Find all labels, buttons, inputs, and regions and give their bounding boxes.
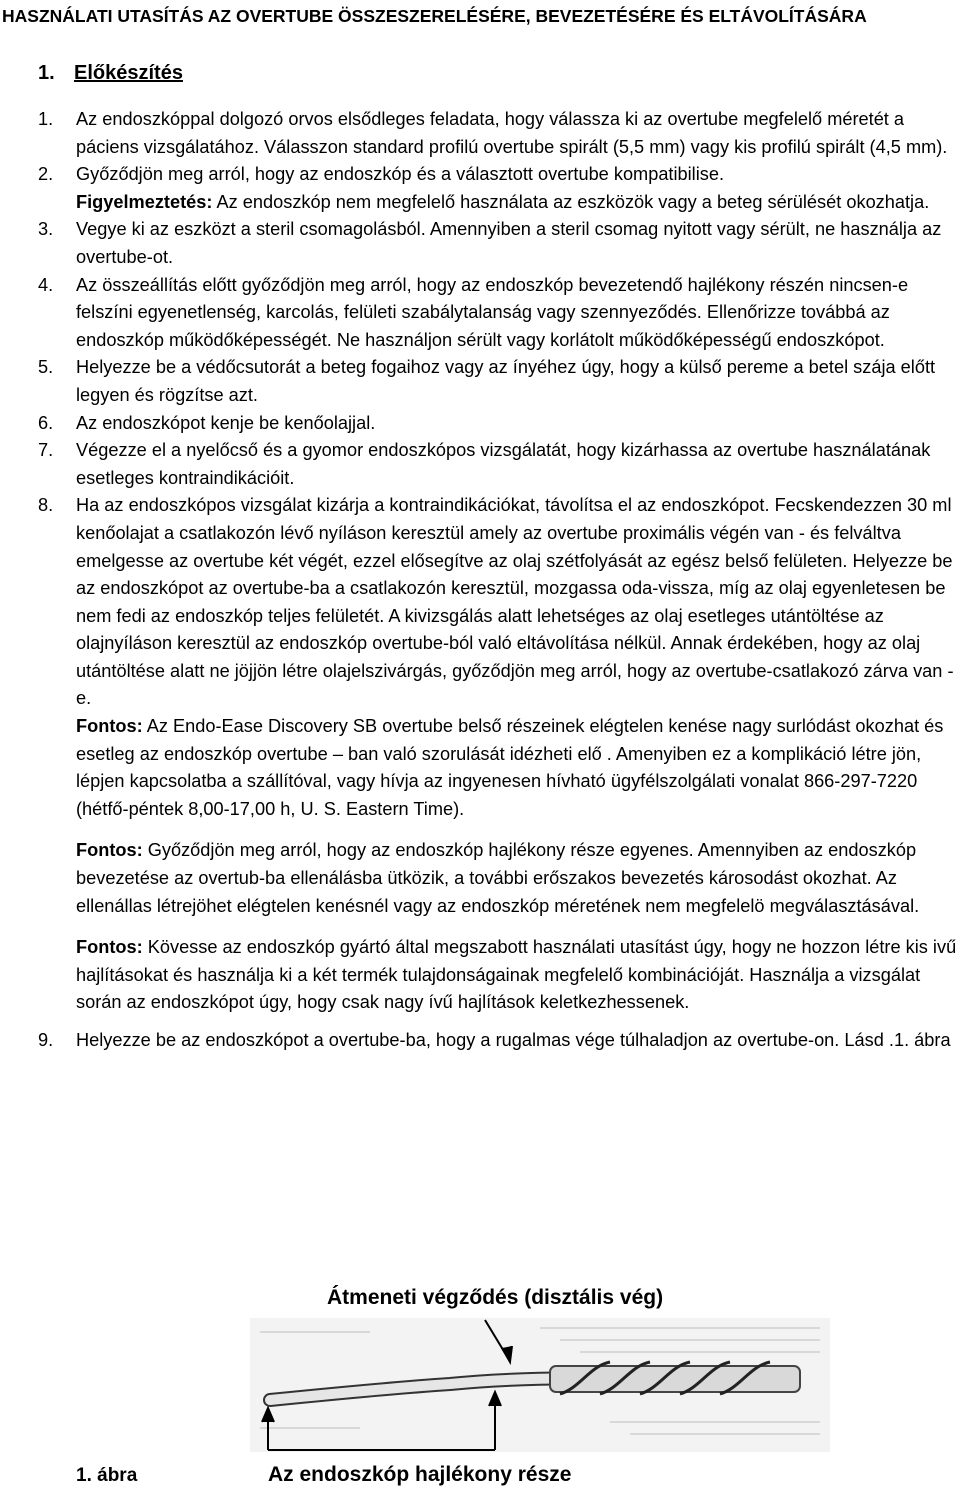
note-text: Az Endo-Ease Discovery SB overtube belső részeinek elégtelen kenése nagy surlódást okozhat és esetleg az endoszkóp overtube – ban való szorulását idézheti elő . Amenyiben ez a komplikáció létre jön, lépjen kapcsolatba a szállítóval, vagy hívja az ingyenesen hívható ügyfélszolgálati vonalat 866-297-7220 (hétfő-péntek 8,00-17,00 h, U. S. Eastern Time). (76, 716, 944, 819)
instruction-list (38, 106, 960, 1055)
endoscope-overtube-illustration (250, 1318, 830, 1452)
item-text: Az endoszkópot kenje be kenőolajjal. (76, 412, 376, 433)
list-item (38, 106, 960, 161)
note-label: Fontos: (76, 716, 143, 737)
item-number: 5. (38, 357, 54, 378)
note-paragraph (76, 713, 960, 823)
item-number: 4. (38, 274, 54, 295)
item-text: Vegye ki az eszközt a steril csomagolásból. Amennyiben a steril csomag nyitott vagy sérült, ne használja az overtube-ot. (76, 219, 942, 267)
note-paragraph (76, 837, 960, 920)
list-item (38, 1027, 960, 1055)
item-number: 9. (38, 1030, 54, 1050)
item-text: Ha az endoszkópos vizsgálat kizárja a kontraindikációkat, távolítsa el az endoszkópot. Fecskendezzen 30 ml kenőolajat a csatlakozón lévő nyíláson keresztül amely az overtube proximális végén van - és felváltva emelgesse az overtube két végét, ezzel elősegítve az olaj szétfolyását az egész belső felületen. Helyezze be az endoszkópot az overtube-ba a csatlakozón keresztül, mozgassa oda-vissza, míg az olaj egyenletesen be nem fedi az endoszkóp teljes felületét. A kivizsgálás alatt lehetséges az olaj esetleges utántöltése az olajnyíláson keresztül az endoszkóp overtube-ból való eltávolítása nélkül. Annak érdekében, hogy az olaj utántöltése alatt ne jöjjön létre olajelszivárgás, győződjön meg arról, hogy az overtube-csatlakozó zárva van -e. (76, 495, 954, 709)
warning-label: Figyelmeztetés: (76, 191, 213, 212)
section-title: Előkészítés (74, 62, 183, 84)
list-item (38, 216, 960, 271)
item-number: 2. (38, 164, 54, 185)
section-heading (38, 62, 183, 85)
document-title: HASZNÁLATI UTASÍTÁS AZ OVERTUBE ÖSSZESZERELÉSÉRE, BEVEZETÉSÉRE ÉS ELTÁVOLÍTÁSÁRA (2, 6, 867, 26)
list-item (38, 354, 960, 409)
warning-paragraph (76, 189, 960, 217)
note-label: Fontos: (76, 840, 143, 861)
note-text: Kövesse az endoszkóp gyártó által megszabott használati utasítást úgy, hogy ne hozzon létre kis ivű hajlításokat és használja ki a két termék tulajdonságainak megfelelő kombinációját. Használja a vizsgálat során az endoszkópot úgy, hogy csak nagy ívű hajlítások keletkezhessenek. (76, 937, 957, 1013)
item-text: Helyezze be a védőcsutorát a beteg fogaihoz vagy az ínyéhez úgy, hogy a külső pereme a betel szája előtt legyen és rögzítse azt. (76, 357, 936, 405)
note-text: Győződjön meg arról, hogy az endoszkóp hajlékony része egyenes. Amennyiben az endoszkóp bevezetése az overtub-ba ellenálásba ütközik, a további erőszakos bevezetés károsodást okozhat. Az ellenállas létrejöhet elégtelen kenésnél vagy az endoszkóp méretének nem megfelelö megválasztásával. (76, 840, 920, 916)
item-text: Végezze el a nyelőcső és a gyomor endoszkópos vizsgálatát, hogy kizárhassa az overtube használatának esetleges kontraindikációit. (76, 440, 931, 488)
note-paragraph (76, 934, 960, 1017)
item-number: 3. (38, 219, 54, 240)
figure-caption: Az endoszkóp hajlékony része (268, 1463, 572, 1486)
list-item (38, 410, 960, 438)
warning-text: Az endoszkóp nem megfelelő használata az eszközök vagy a beteg sérülését okozhatja. (212, 191, 930, 212)
list-item (38, 437, 960, 492)
list-item (38, 492, 960, 1017)
item-number: 6. (38, 412, 54, 433)
note-label: Fontos: (76, 937, 143, 958)
figure-number: 1. ábra (76, 1465, 138, 1486)
item-text: Győződjön meg arról, hogy az endoszkóp és a választott overtube kompatibilise. (76, 164, 725, 185)
section-number: 1. (38, 62, 55, 84)
item-number: 8. (38, 495, 54, 516)
list-item (38, 161, 960, 216)
item-number: 1. (38, 109, 54, 129)
item-text: Az összeállítás előtt győződjön meg arról, hogy az endoszkóp bevezetendő hajlékony részén nincsen-e felszíni egyenetlenség, karcolás, felületi szabálytalanság vagy szennyeződés. Ellenőrizze továbbá az endoszkóp működőképességét. Ne használjon sérült vagy korlátolt működőképességű endoszkópot. (76, 274, 909, 350)
item-number: 7. (38, 440, 54, 461)
item-text: Helyezze be az endoszkópot a overtube-ba, hogy a rugalmas vége túlhaladjon az overtube-on. Lásd .1. ábra (76, 1030, 951, 1050)
list-item (38, 272, 960, 355)
figure-top-label: Átmeneti végződés (disztális vég) (327, 1286, 664, 1309)
item-text: Az endoszkóppal dolgozó orvos elsődleges feladata, hogy válassza ki az overtube megfelelő méretét a páciens vizsgálatához. Válasszon standard profilú overtube spirált (5,5 mm) vagy kis profilú spirált (4,5 mm). (76, 109, 948, 157)
